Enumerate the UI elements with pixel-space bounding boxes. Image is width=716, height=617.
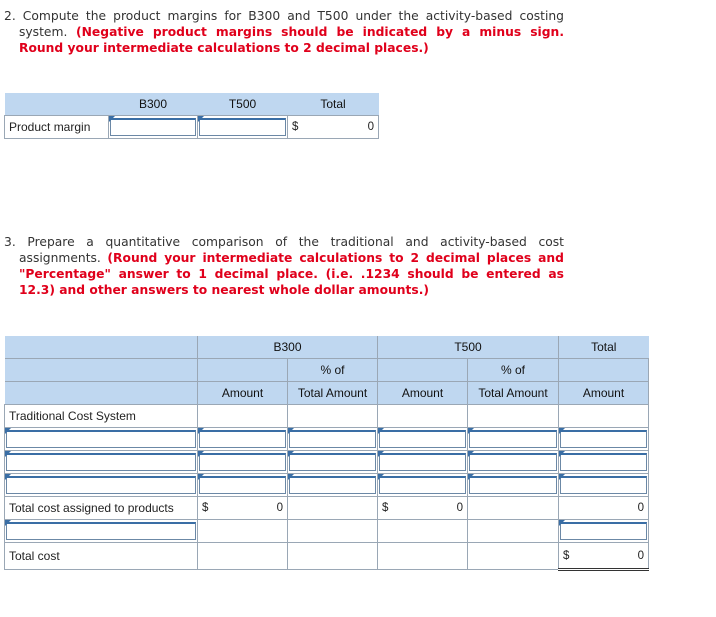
col-total-amount-b300: Total Amount bbox=[288, 382, 378, 405]
col-amount-b300: Amount bbox=[198, 382, 288, 405]
subheader-pct-t500: % of bbox=[468, 359, 559, 382]
subheader-blank bbox=[378, 359, 468, 382]
cost-comparison-table bbox=[4, 336, 649, 571]
t500-amount-input[interactable] bbox=[379, 430, 466, 448]
row-name-cell[interactable] bbox=[5, 520, 198, 543]
empty-cell bbox=[378, 520, 468, 543]
question-number: 3. bbox=[4, 235, 16, 249]
empty-cell bbox=[198, 520, 288, 543]
t500-amount-input[interactable] bbox=[379, 476, 466, 494]
col-amount-total: Amount bbox=[559, 382, 649, 405]
input-cell[interactable] bbox=[559, 474, 649, 497]
input-cell[interactable] bbox=[378, 428, 468, 451]
empty-cell bbox=[378, 543, 468, 570]
b300-amount-input[interactable] bbox=[199, 453, 286, 471]
empty-cell bbox=[288, 543, 378, 570]
input-cell[interactable] bbox=[378, 474, 468, 497]
col-total-amount-t500: Total Amount bbox=[468, 382, 559, 405]
empty-cell bbox=[378, 405, 468, 428]
row-label-total-cost: Total cost bbox=[5, 543, 198, 570]
col-amount-t500: Amount bbox=[378, 382, 468, 405]
b300-pct-input[interactable] bbox=[289, 453, 376, 471]
currency-symbol: $ bbox=[202, 502, 209, 514]
b300-pct-input[interactable] bbox=[289, 430, 376, 448]
total-amount-input[interactable] bbox=[560, 453, 647, 471]
header-total: Total bbox=[559, 336, 649, 359]
question-3-text bbox=[4, 234, 564, 298]
header-b300: B300 bbox=[109, 93, 198, 116]
value: 0 bbox=[456, 502, 463, 514]
subheader-blank bbox=[5, 359, 198, 382]
header-b300: B300 bbox=[198, 336, 378, 359]
total-cost-value bbox=[559, 543, 649, 570]
row-label-traditional: Traditional Cost System bbox=[5, 405, 198, 428]
input-cell[interactable] bbox=[468, 451, 559, 474]
input-cell[interactable] bbox=[198, 428, 288, 451]
input-cell[interactable] bbox=[559, 451, 649, 474]
header-t500: T500 bbox=[198, 93, 288, 116]
subheader-pct-b300: % of bbox=[288, 359, 378, 382]
empty-cell bbox=[198, 543, 288, 570]
subheader-blank bbox=[559, 359, 649, 382]
t500-pct-input[interactable] bbox=[469, 453, 557, 471]
input-cell[interactable] bbox=[468, 428, 559, 451]
input-cell[interactable] bbox=[559, 428, 649, 451]
empty-cell bbox=[468, 405, 559, 428]
header-blank bbox=[5, 93, 109, 116]
total-amount-input[interactable] bbox=[560, 476, 647, 494]
row-label-total-assigned: Total cost assigned to products bbox=[5, 497, 198, 520]
question-body: Compute the product margins for B300 and T500 under the activity-based costing system. bbox=[19, 9, 564, 39]
row-name-input[interactable] bbox=[6, 453, 196, 471]
row-label-product-margin: Product margin bbox=[5, 116, 109, 139]
input-cell[interactable] bbox=[288, 451, 378, 474]
empty-cell bbox=[198, 405, 288, 428]
question-instruction: (Negative product margins should be indicated by a minus sign. Round your intermediate calculations to 2 decimal places.) bbox=[19, 25, 564, 55]
value: 0 bbox=[637, 549, 645, 562]
header-total: Total bbox=[288, 93, 379, 116]
question-instruction: (Round your intermediate calculations to 2 decimal places and "Percentage" answer to 1 decimal place. (i.e. .1234 should be entered as 12.3) and other answers to nearest whole dollar amounts.) bbox=[19, 251, 564, 297]
currency-symbol: $ bbox=[563, 549, 570, 562]
product-margin-table bbox=[4, 93, 379, 139]
empty-cell bbox=[468, 543, 559, 570]
total-amount-input[interactable] bbox=[560, 430, 647, 448]
row-name-input[interactable] bbox=[6, 430, 196, 448]
b300-pct-input[interactable] bbox=[289, 476, 376, 494]
row-name-input[interactable] bbox=[6, 522, 196, 540]
empty-cell bbox=[288, 520, 378, 543]
empty-cell bbox=[468, 497, 559, 520]
input-cell[interactable] bbox=[198, 474, 288, 497]
empty-cell bbox=[288, 497, 378, 520]
total-total-assigned bbox=[559, 497, 649, 520]
b300-amount-input[interactable] bbox=[199, 430, 286, 448]
input-cell[interactable] bbox=[198, 451, 288, 474]
empty-cell bbox=[288, 405, 378, 428]
b300-product-margin-input[interactable] bbox=[110, 118, 196, 136]
empty-cell bbox=[559, 405, 649, 428]
question-3 bbox=[4, 234, 564, 298]
t500-pct-input[interactable] bbox=[469, 430, 557, 448]
input-cell[interactable] bbox=[288, 474, 378, 497]
row-name-cell[interactable] bbox=[5, 428, 198, 451]
value: 0 bbox=[276, 502, 283, 514]
currency-symbol: $ bbox=[292, 121, 299, 133]
question-2 bbox=[4, 8, 564, 56]
empty-cell bbox=[468, 520, 559, 543]
header-t500: T500 bbox=[378, 336, 559, 359]
row-name-cell[interactable] bbox=[5, 451, 198, 474]
question-body: Prepare a quantitative comparison of the traditional and activity-based cost assignments. bbox=[19, 235, 564, 265]
total-amount-input[interactable] bbox=[560, 522, 647, 540]
b300-amount-input[interactable] bbox=[199, 476, 286, 494]
t500-amount-input[interactable] bbox=[379, 453, 466, 471]
b300-product-margin-cell[interactable] bbox=[109, 116, 198, 139]
t500-pct-input[interactable] bbox=[469, 476, 557, 494]
t500-total-assigned bbox=[378, 497, 468, 520]
total-product-margin bbox=[288, 116, 379, 139]
question-2-text bbox=[4, 8, 564, 56]
subheader-blank bbox=[5, 382, 198, 405]
row-name-input[interactable] bbox=[6, 476, 196, 494]
subheader-blank bbox=[198, 359, 288, 382]
value: 0 bbox=[637, 502, 645, 514]
b300-total-assigned bbox=[198, 497, 288, 520]
row-name-cell[interactable] bbox=[5, 474, 198, 497]
currency-symbol: $ bbox=[382, 502, 389, 514]
total-value: 0 bbox=[367, 121, 374, 133]
t500-product-margin-input[interactable] bbox=[199, 118, 286, 136]
input-cell[interactable] bbox=[559, 520, 649, 543]
input-cell[interactable] bbox=[468, 474, 559, 497]
t500-product-margin-cell[interactable] bbox=[198, 116, 288, 139]
header-blank bbox=[5, 336, 198, 359]
input-cell[interactable] bbox=[378, 451, 468, 474]
question-number: 2. bbox=[4, 9, 16, 23]
input-cell[interactable] bbox=[288, 428, 378, 451]
